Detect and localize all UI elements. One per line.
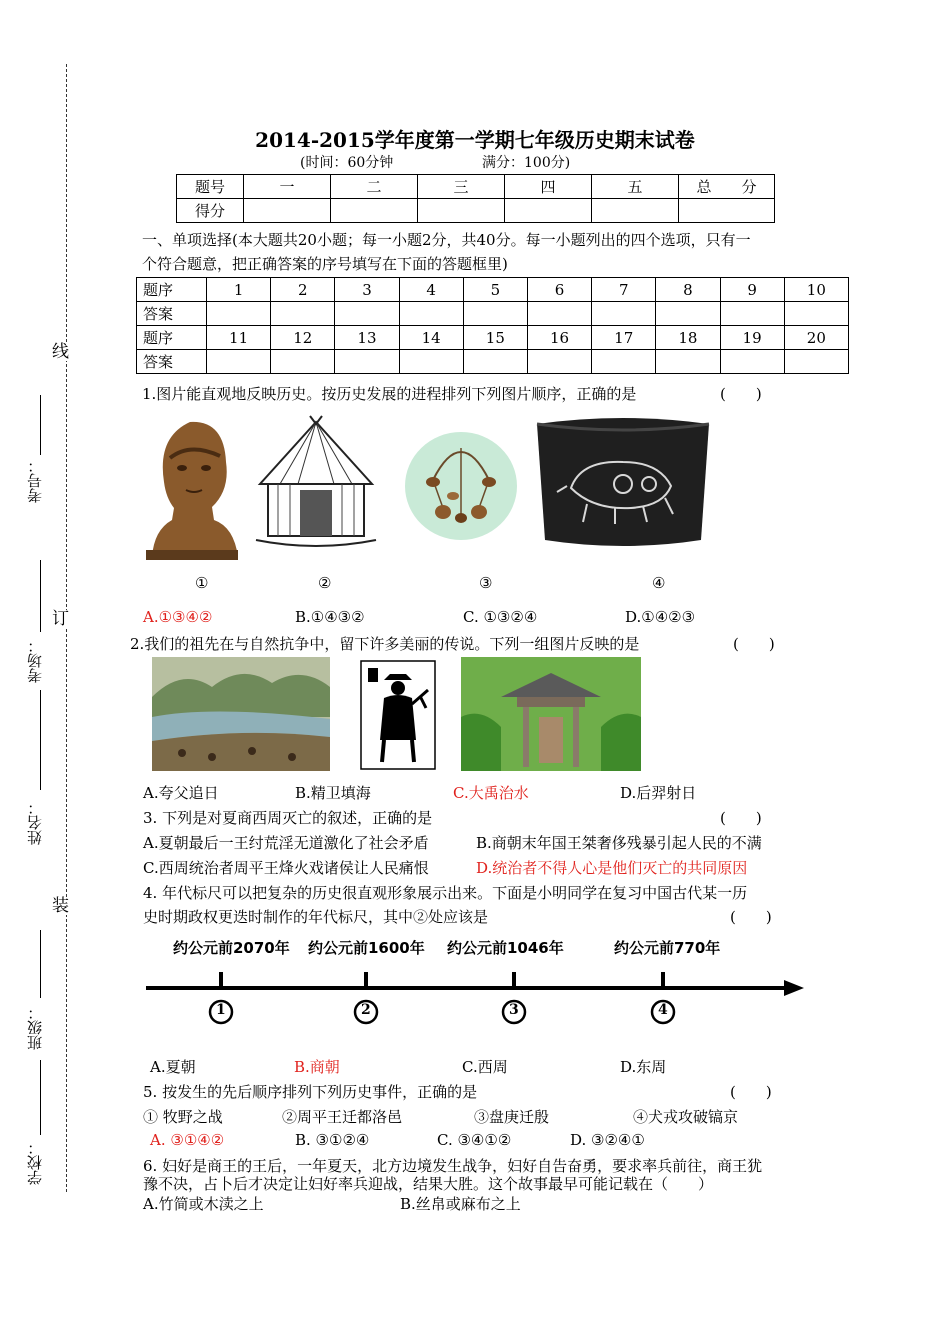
answer-row-label: 题序 [137, 278, 207, 302]
q5-event: ④犬戎攻破镐京 [633, 1108, 739, 1126]
score-cell[interactable] [418, 199, 505, 223]
score-table [176, 174, 775, 223]
timeline-mark-4: 4 [658, 1002, 668, 1018]
q5-event: ① 牧野之战 [143, 1108, 223, 1126]
q2-answer-paren[interactable]: ( ) [733, 635, 775, 653]
question-number: 7 [592, 278, 656, 302]
q4-stem-line2: 史时期政权更迭时制作的年代标尺，其中②处应该是 [143, 908, 489, 926]
q3-answer-paren[interactable]: ( ) [720, 809, 762, 827]
q6-stem-line1: 6. 妇好是商王的王后，一年夏天，北方边境发生战争，妇好自告奋勇，要求率兵前往，商王犹 [143, 1157, 763, 1175]
score-header: 五 [592, 175, 679, 199]
question-number: 11 [207, 326, 271, 350]
answer-cell[interactable] [592, 302, 656, 326]
q5-event: ③盘庚迁殷 [474, 1108, 550, 1126]
peking-man-bust-image [142, 412, 242, 562]
score-cell[interactable] [505, 199, 592, 223]
answer-cell[interactable] [463, 350, 527, 374]
section1-intro-line2: 个符合题意，把正确答案的序号填写在下面的答题框里) [142, 255, 508, 273]
q2-option-d[interactable]: D.后羿射日 [620, 784, 697, 802]
q5-event: ②周平王迁都洛邑 [282, 1108, 403, 1126]
question-number: 16 [527, 326, 591, 350]
question-number: 8 [656, 278, 720, 302]
question-number: 19 [720, 326, 784, 350]
question-number: 10 [784, 278, 848, 302]
answer-cell[interactable] [784, 302, 848, 326]
exam-room-label: 考场： [26, 638, 44, 683]
q4-stem-line1: 4. 年代标尺可以把复杂的历史很直观形象展示出来。下面是小明同学在复习中国古代某一历 [143, 884, 748, 902]
q2-option-b[interactable]: B.精卫填海 [295, 784, 371, 802]
q4-option-d[interactable]: D.东周 [620, 1058, 667, 1076]
q2-option-a[interactable]: A.夸父追日 [143, 784, 219, 802]
class-label: 班级： [26, 1005, 44, 1050]
q4-answer-paren[interactable]: ( ) [730, 908, 772, 926]
answer-cell[interactable] [335, 350, 399, 374]
q5-option-b[interactable]: B. ③①②④ [295, 1131, 370, 1149]
round-hut-image [250, 412, 382, 552]
question-number: 18 [656, 326, 720, 350]
exam-time: (时间：60分钟 [300, 155, 394, 171]
answer-cell[interactable] [335, 302, 399, 326]
answer-cell[interactable] [527, 350, 591, 374]
timeline-label: 约公元前1046年 [447, 939, 564, 957]
q1-option-d[interactable]: D.①④②③ [625, 608, 696, 626]
q1-stem: 1.图片能直观地反映历史。按历史发展的进程排列下列图片顺序，正确的是 [142, 385, 637, 403]
q6-option-a[interactable]: A.竹简或木渎之上 [143, 1195, 264, 1213]
q4-option-c[interactable]: C.西周 [462, 1058, 508, 1076]
school-label: 学校： [26, 1140, 44, 1185]
q1-option-c[interactable]: C. ①③②④ [463, 608, 538, 626]
q1-pic-label: ① [195, 574, 209, 592]
timeline-mark-2: 2 [361, 1002, 371, 1018]
q3-option-b[interactable]: B.商朝末年国王桀奢侈残暴引起人民的不满 [476, 834, 762, 852]
answer-row-label: 题序 [137, 326, 207, 350]
question-number: 3 [335, 278, 399, 302]
answer-cell[interactable] [720, 350, 784, 374]
answer-cell[interactable] [527, 302, 591, 326]
score-header: 二 [331, 175, 418, 199]
school-field[interactable] [40, 1060, 41, 1135]
score-header: 三 [418, 175, 505, 199]
score-cell[interactable] [592, 199, 679, 223]
timeline-mark-3: 3 [509, 1002, 519, 1018]
score-header: 四 [505, 175, 592, 199]
answer-cell[interactable] [399, 302, 463, 326]
answer-row-label: 答案 [137, 302, 207, 326]
exam-number-label: 考号： [26, 458, 44, 503]
binding-char-ding: 订 [52, 609, 69, 629]
q1-pic-label: ④ [652, 574, 666, 592]
timeline-label: 约公元前770年 [614, 939, 721, 957]
question-number: 17 [592, 326, 656, 350]
question-number: 4 [399, 278, 463, 302]
answer-row-label: 答案 [137, 350, 207, 374]
q6-stem-line2: 豫不决，占卜后才决定让妇好率兵迎战，结果大胜。这个故事最早可能记载在（ ） [143, 1175, 714, 1193]
q2-option-c[interactable]: C.大禹治水 [453, 784, 529, 802]
q5-option-a[interactable]: A. ③①④② [150, 1131, 225, 1149]
class-field[interactable] [40, 930, 41, 998]
question-number: 12 [271, 326, 335, 350]
name-field[interactable] [40, 690, 41, 790]
answer-cell[interactable] [720, 302, 784, 326]
question-number: 5 [463, 278, 527, 302]
q3-option-c[interactable]: C.西周统治者周平王烽火戏诸侯让人民痛恨 [143, 859, 429, 877]
q1-option-b[interactable]: B.①④③② [295, 608, 365, 626]
question-number: 20 [784, 326, 848, 350]
page-title: 2014-2015学年度第一学期七年级历史期末试卷 [255, 128, 695, 152]
q1-pic-label: ③ [479, 574, 493, 592]
score-cell[interactable] [331, 199, 418, 223]
yu-tomb-pavilion-image [461, 657, 641, 771]
q3-stem: 3. 下列是对夏商西周灭亡的叙述，正确的是 [143, 809, 433, 827]
q5-option-c[interactable]: C. ③④①② [437, 1131, 512, 1149]
question-number: 1 [207, 278, 271, 302]
answer-cell[interactable] [271, 350, 335, 374]
binding-char-xian: 线 [52, 342, 69, 362]
q1-pic-label: ② [318, 574, 332, 592]
question-number: 15 [463, 326, 527, 350]
exam-full-score: 满分：100分) [482, 155, 571, 171]
answer-cell[interactable] [592, 350, 656, 374]
q1-option-a[interactable]: A.①③④② [143, 608, 213, 626]
q5-option-d[interactable]: D. ③②④① [570, 1131, 645, 1149]
exam-number-field[interactable] [40, 395, 41, 455]
question-number: 6 [527, 278, 591, 302]
bone-necklace-image [403, 430, 519, 542]
question-number: 2 [271, 278, 335, 302]
q6-option-b[interactable]: B.丝帛或麻布之上 [400, 1195, 521, 1213]
score-row-label: 得分 [177, 199, 244, 223]
answer-cell[interactable] [271, 302, 335, 326]
answer-cell[interactable] [207, 302, 271, 326]
answer-cell[interactable] [656, 302, 720, 326]
black-pottery-boar-image [531, 412, 715, 552]
answer-table [136, 277, 849, 374]
exam-room-field[interactable] [40, 560, 41, 632]
q2-stem: 2.我们的祖先在与自然抗争中，留下许多美丽的传说。下列一组图片反映的是 [130, 635, 640, 653]
q3-option-a[interactable]: A.夏朝最后一王纣荒淫无道激化了社会矛盾 [143, 834, 429, 852]
score-header: 一 [244, 175, 331, 199]
section1-intro-line1: 一、单项选择(本大题共20小题；每一小题2分，共40分。每一小题列出的四个选项，只有一 [142, 231, 751, 249]
score-header: 总 分 [679, 175, 775, 199]
timeline-mark-1: 1 [216, 1002, 226, 1018]
answer-cell[interactable] [207, 350, 271, 374]
score-cell[interactable] [244, 199, 331, 223]
score-header: 题号 [177, 175, 244, 199]
q1-answer-paren[interactable]: ( ) [720, 385, 762, 403]
answer-cell[interactable] [399, 350, 463, 374]
timeline-label: 约公元前2070年 [173, 939, 290, 957]
answer-cell[interactable] [784, 350, 848, 374]
q5-answer-paren[interactable]: ( ) [730, 1083, 772, 1101]
binding-char-zhuang: 装 [52, 896, 69, 916]
yu-the-great-figure-image [360, 660, 436, 770]
timeline-ruler [144, 964, 808, 1030]
answer-cell[interactable] [656, 350, 720, 374]
flood-landscape-image [152, 657, 330, 771]
answer-cell[interactable] [463, 302, 527, 326]
name-label: 姓名： [26, 800, 44, 845]
q3-option-d[interactable]: D.统治者不得人心是他们灭亡的共同原因 [476, 859, 748, 877]
q4-option-a[interactable]: A.夏朝 [150, 1058, 196, 1076]
timeline-label: 约公元前1600年 [308, 939, 425, 957]
q4-option-b[interactable]: B.商朝 [294, 1058, 340, 1076]
score-cell[interactable] [679, 199, 775, 223]
question-number: 9 [720, 278, 784, 302]
question-number: 14 [399, 326, 463, 350]
q5-stem: 5. 按发生的先后顺序排列下列历史事件，正确的是 [143, 1083, 478, 1101]
question-number: 13 [335, 326, 399, 350]
